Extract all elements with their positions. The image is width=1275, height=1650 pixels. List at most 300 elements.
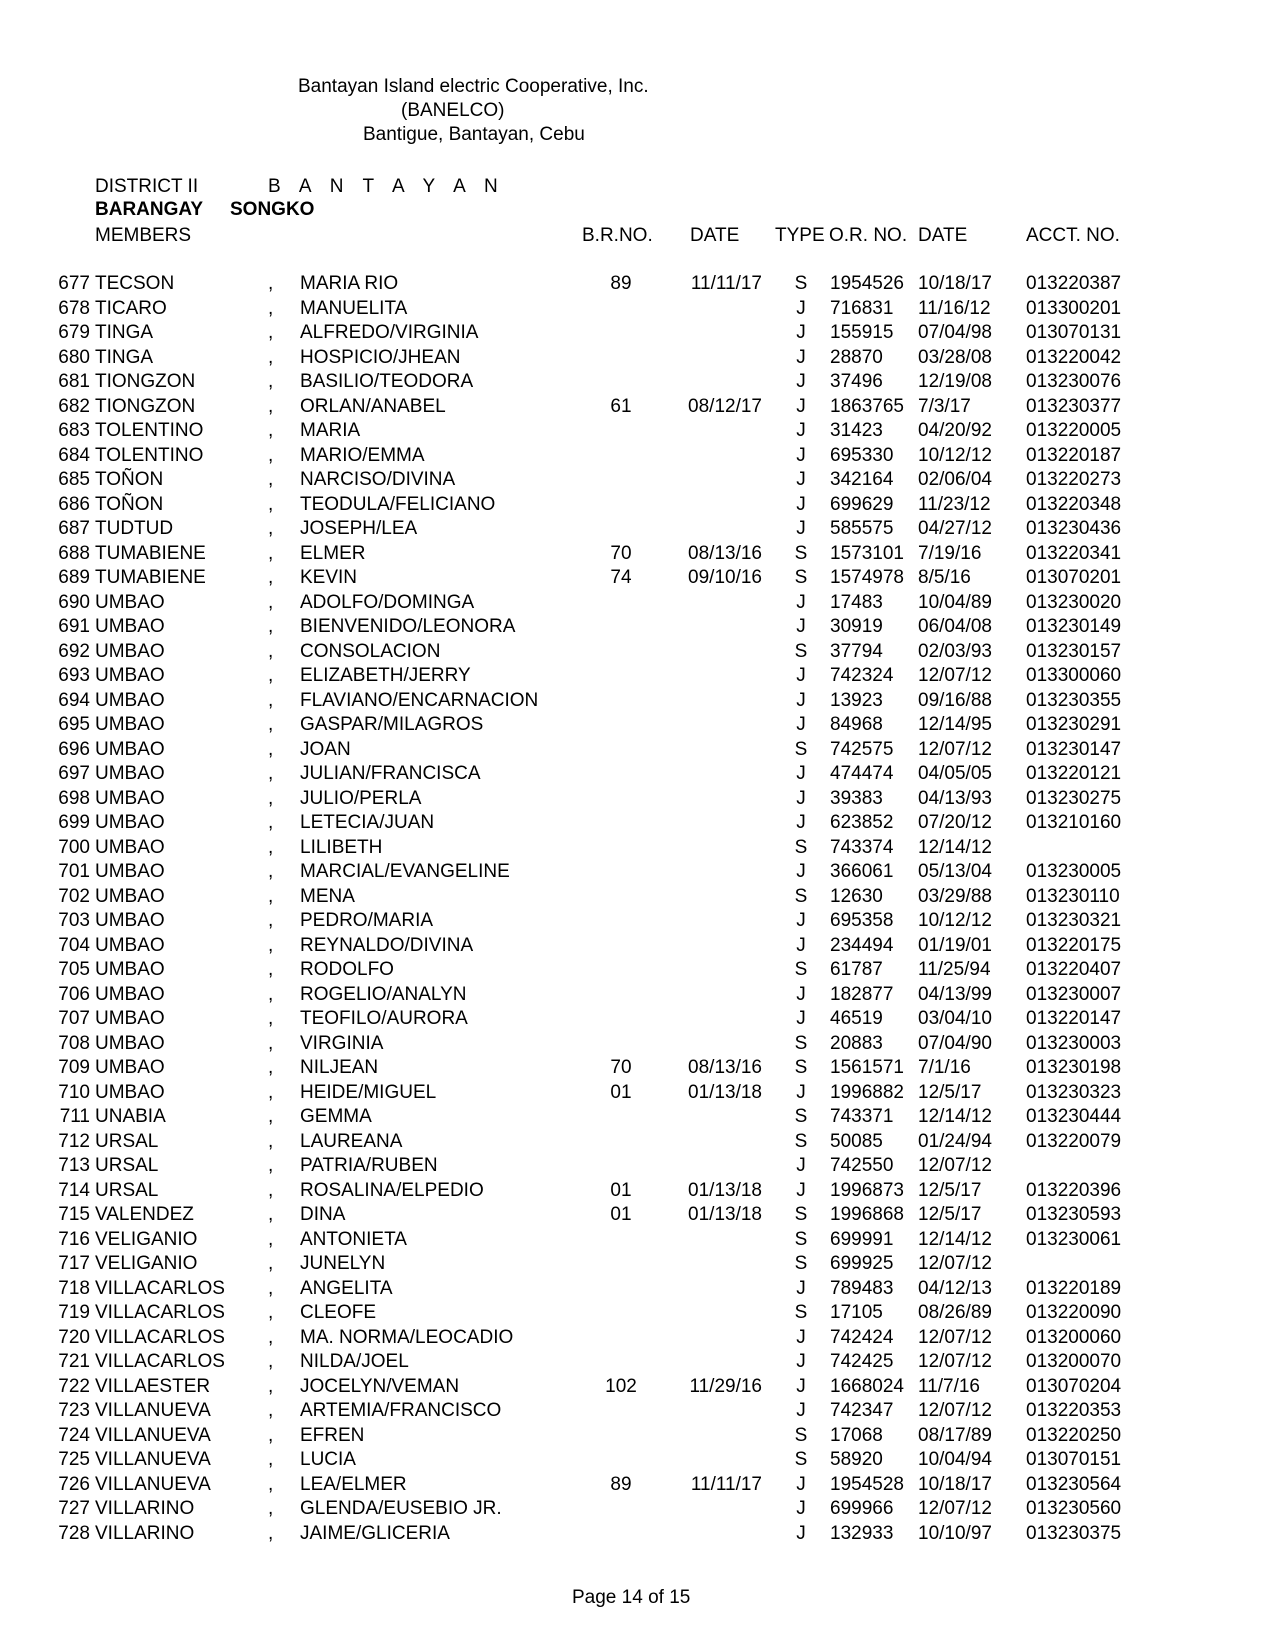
or-number: 13923 (830, 689, 883, 711)
barangay-label: BARANGAY (95, 199, 204, 220)
first-name: LEA/ELMER (300, 1473, 407, 1495)
first-name: JOSEPH/LEA (300, 518, 418, 539)
last-name: UMBAO (95, 616, 165, 637)
last-name: UMBAO (95, 959, 165, 980)
first-name: PEDRO/MARIA (300, 910, 434, 931)
member-type: S (794, 959, 808, 980)
account-number: 013220353 (1026, 1400, 1122, 1421)
or-date: 03/28/08 (918, 346, 992, 368)
or-number: 17483 (830, 591, 883, 613)
name-separator: , (268, 1081, 274, 1103)
member-type: J (796, 1473, 806, 1495)
last-name: UMBAO (95, 983, 165, 1005)
or-date: 02/03/93 (918, 640, 992, 662)
name-separator: , (268, 395, 274, 417)
name-separator: , (268, 640, 274, 662)
table-row (0, 983, 1275, 1008)
first-name: GEMMA (300, 1106, 372, 1127)
table-row (0, 1130, 1275, 1155)
account-number: 013230003 (1026, 1032, 1122, 1054)
last-name: UMBAO (95, 1032, 165, 1054)
name-separator: , (268, 689, 274, 711)
row-number: 699 (58, 812, 90, 833)
member-type: J (796, 861, 806, 882)
account-number: 013220387 (1026, 273, 1122, 294)
member-type: S (794, 1253, 808, 1274)
member-type: S (794, 1424, 808, 1446)
or-number: 30919 (830, 616, 883, 637)
row-number: 681 (58, 371, 90, 392)
or-date: 04/05/05 (918, 763, 992, 784)
last-name: UMBAO (95, 640, 165, 662)
account-number: 013230323 (1026, 1081, 1122, 1103)
or-number: 28870 (830, 346, 883, 368)
table-row (0, 885, 1275, 910)
name-separator: , (268, 346, 274, 368)
table-row (0, 517, 1275, 542)
table-row (0, 566, 1275, 591)
last-name: VALENDEZ (95, 1204, 194, 1225)
last-name: UMBAO (95, 836, 165, 858)
last-name: TICARO (95, 297, 167, 319)
row-number: 695 (58, 714, 90, 735)
last-name: VELIGANIO (95, 1228, 198, 1250)
name-separator: , (268, 542, 274, 564)
name-separator: , (268, 297, 274, 319)
name-separator: , (268, 1277, 274, 1299)
or-number: 699925 (830, 1253, 894, 1274)
or-date: 04/20/92 (918, 420, 992, 441)
or-date: 02/06/04 (918, 469, 992, 490)
br-number: 01 (610, 1179, 632, 1201)
account-number: 013220079 (1026, 1130, 1122, 1152)
name-separator: , (268, 959, 274, 980)
br-number: 70 (610, 542, 632, 564)
or-date: 12/07/12 (918, 1253, 992, 1274)
last-name: VILLANUEVA (95, 1449, 211, 1470)
name-separator: , (268, 1032, 274, 1054)
account-number: 013220348 (1026, 493, 1122, 515)
account-number: 013230291 (1026, 714, 1122, 735)
member-type: J (796, 910, 806, 931)
name-separator: , (268, 1449, 274, 1470)
table-row (0, 934, 1275, 959)
member-type: J (796, 1522, 806, 1544)
member-type: J (796, 1400, 806, 1421)
account-number: 013300060 (1026, 665, 1122, 686)
or-number: 12630 (830, 885, 883, 907)
last-name: TINGA (95, 322, 154, 343)
or-date: 12/07/12 (918, 1155, 992, 1176)
first-name: NARCISO/DIVINA (300, 469, 456, 490)
member-type: J (796, 1008, 806, 1029)
or-number: 366061 (830, 861, 894, 882)
row-number: 679 (58, 322, 90, 343)
or-date: 09/16/88 (918, 689, 992, 711)
or-number: 1954528 (830, 1473, 904, 1495)
row-number: 693 (58, 665, 90, 686)
last-name: VILLARINO (95, 1498, 195, 1519)
first-name: HOSPICIO/JHEAN (300, 346, 461, 368)
row-number: 709 (58, 1057, 90, 1078)
or-number: 46519 (830, 1008, 883, 1029)
or-number: 742347 (830, 1400, 894, 1421)
account-number: 013200070 (1026, 1351, 1122, 1372)
row-number: 722 (58, 1375, 90, 1397)
name-separator: , (268, 273, 274, 294)
row-number: 707 (58, 1008, 90, 1029)
name-separator: , (268, 420, 274, 441)
or-number: 695330 (830, 444, 894, 466)
name-separator: , (268, 1424, 274, 1446)
table-row (0, 1154, 1275, 1179)
or-number: 699991 (830, 1228, 894, 1250)
br-date: 08/13/16 (688, 542, 762, 564)
table-row (0, 664, 1275, 689)
name-separator: , (268, 1057, 274, 1078)
row-number: 715 (58, 1204, 90, 1225)
account-number: 013230593 (1026, 1204, 1122, 1225)
last-name: UMBAO (95, 738, 165, 760)
or-date: 04/13/99 (918, 983, 992, 1005)
last-name: TUMABIENE (95, 567, 206, 588)
name-separator: , (268, 469, 274, 490)
row-number: 690 (58, 591, 90, 613)
name-separator: , (268, 1228, 274, 1250)
table-row (0, 1424, 1275, 1449)
or-date: 11/16/12 (918, 297, 991, 319)
first-name: GLENDA/EUSEBIO JR. (300, 1498, 502, 1519)
name-separator: , (268, 983, 274, 1005)
last-name: TUDTUD (95, 518, 174, 539)
name-separator: , (268, 1204, 274, 1225)
row-number: 678 (58, 297, 90, 319)
br-date: 01/13/18 (688, 1179, 762, 1201)
member-type: J (796, 934, 806, 956)
name-separator: , (268, 1522, 274, 1544)
table-row (0, 1203, 1275, 1228)
member-type: J (796, 346, 806, 368)
account-number: 013230147 (1026, 738, 1122, 760)
row-number: 691 (58, 616, 90, 637)
member-type: J (796, 763, 806, 784)
member-type: J (796, 297, 806, 319)
br-date: 11/11/17 (690, 273, 762, 294)
or-number: 695358 (830, 910, 894, 931)
name-separator: , (268, 910, 274, 931)
or-date: 12/14/12 (918, 836, 992, 858)
member-type: J (796, 1351, 806, 1372)
or-date: 04/12/13 (918, 1277, 992, 1299)
first-name: ELIZABETH/JERRY (300, 665, 471, 686)
last-name: URSAL (95, 1130, 159, 1152)
row-number: 696 (58, 738, 90, 760)
name-separator: , (268, 1179, 274, 1201)
account-number: 013230375 (1026, 1522, 1122, 1544)
or-date: 07/04/98 (918, 322, 992, 343)
row-number: 727 (58, 1498, 90, 1519)
or-number: 37496 (830, 371, 883, 392)
br-date: 11/11/17 (690, 1473, 762, 1495)
account-number: 013220005 (1026, 420, 1122, 441)
table-row (0, 1179, 1275, 1204)
table-row (0, 762, 1275, 787)
first-name: ORLAN/ANABEL (300, 395, 446, 417)
row-number: 721 (58, 1351, 90, 1372)
col-or-no: O.R. NO. (829, 225, 908, 246)
or-number: 234494 (830, 934, 894, 956)
account-number: 013220189 (1026, 1277, 1122, 1299)
name-separator: , (268, 1008, 274, 1029)
table-row (0, 1326, 1275, 1351)
row-number: 711 (59, 1106, 90, 1127)
account-number: 013220396 (1026, 1179, 1122, 1201)
name-separator: , (268, 787, 274, 809)
first-name: ALFREDO/VIRGINIA (300, 322, 479, 343)
row-number: 677 (58, 273, 90, 294)
row-number: 725 (58, 1449, 90, 1470)
or-number: 1573101 (830, 542, 904, 564)
name-separator: , (268, 567, 274, 588)
name-separator: , (268, 763, 274, 784)
row-number: 717 (58, 1253, 90, 1274)
or-date: 07/04/90 (918, 1032, 992, 1054)
or-number: 84968 (830, 714, 883, 735)
last-name: TOÑON (95, 469, 164, 490)
member-type: J (796, 1179, 806, 1201)
row-number: 680 (58, 346, 90, 368)
row-number: 708 (58, 1032, 90, 1054)
account-number: 013230321 (1026, 910, 1122, 931)
member-type: S (794, 567, 808, 588)
table-row (0, 346, 1275, 371)
member-type: J (796, 1277, 806, 1299)
first-name: ELMER (300, 542, 366, 564)
row-number: 712 (58, 1130, 90, 1152)
row-number: 726 (58, 1473, 90, 1495)
table-row (0, 542, 1275, 567)
name-separator: , (268, 1302, 274, 1323)
or-number: 1668024 (830, 1375, 904, 1397)
or-date: 08/26/89 (918, 1302, 992, 1323)
or-date: 7/1/16 (918, 1057, 971, 1078)
or-date: 01/24/94 (918, 1130, 992, 1152)
first-name: ROSALINA/ELPEDIO (300, 1179, 484, 1201)
or-number: 1561571 (830, 1057, 904, 1078)
first-name: ADOLFO/DOMINGA (300, 591, 475, 613)
last-name: UMBAO (95, 1008, 165, 1029)
col-or-date: DATE (918, 225, 968, 246)
member-type: S (794, 1057, 808, 1078)
name-separator: , (268, 665, 274, 686)
member-table (0, 272, 1275, 1546)
member-type: S (794, 1228, 808, 1250)
br-date: 01/13/18 (688, 1204, 762, 1225)
name-separator: , (268, 1498, 274, 1519)
member-type: J (796, 714, 806, 735)
member-type: S (794, 542, 808, 564)
name-separator: , (268, 371, 274, 392)
row-number: 682 (58, 395, 90, 417)
account-number: 013220175 (1026, 934, 1122, 956)
last-name: UMBAO (95, 910, 165, 931)
name-separator: , (268, 812, 274, 833)
barangay-name: SONGKO (230, 199, 315, 220)
last-name: VILLANUEVA (95, 1424, 211, 1446)
org-name: Bantayan Island electric Cooperative, Inc. (298, 76, 649, 97)
last-name: VELIGANIO (95, 1253, 198, 1274)
or-number: 31423 (830, 420, 883, 441)
name-separator: , (268, 1351, 274, 1372)
member-type: J (796, 591, 806, 613)
or-number: 182877 (830, 983, 894, 1005)
row-number: 713 (58, 1155, 90, 1176)
account-number: 013220273 (1026, 469, 1122, 490)
or-number: 50085 (830, 1130, 883, 1152)
name-separator: , (268, 1106, 274, 1127)
or-number: 699629 (830, 493, 894, 515)
br-number: 70 (610, 1057, 632, 1078)
col-acct-no: ACCT. NO. (1026, 225, 1120, 246)
col-members: MEMBERS (95, 225, 192, 246)
or-date: 12/07/12 (918, 1400, 992, 1421)
first-name: JOCELYN/VEMAN (300, 1375, 460, 1397)
or-date: 08/17/89 (918, 1424, 992, 1446)
table-row (0, 1399, 1275, 1424)
org-address: Bantigue, Bantayan, Cebu (363, 124, 585, 145)
first-name: JOAN (300, 738, 351, 760)
last-name: UMBAO (95, 1081, 165, 1103)
table-row (0, 909, 1275, 934)
member-type: S (794, 273, 808, 294)
member-type: S (794, 1106, 808, 1127)
or-number: 789483 (830, 1277, 894, 1299)
account-number: 013230436 (1026, 518, 1122, 539)
or-date: 07/20/12 (918, 812, 992, 833)
table-row (0, 860, 1275, 885)
table-row (0, 493, 1275, 518)
account-number: 013070131 (1026, 322, 1122, 343)
or-date: 12/14/12 (918, 1106, 992, 1127)
or-number: 155915 (830, 322, 894, 343)
row-number: 702 (58, 885, 90, 907)
table-row (0, 787, 1275, 812)
or-number: 61787 (830, 959, 883, 980)
or-date: 10/12/12 (918, 910, 992, 931)
row-number: 705 (58, 959, 90, 980)
row-number: 698 (58, 787, 90, 809)
or-date: 06/04/08 (918, 616, 992, 637)
or-number: 1996873 (830, 1179, 904, 1201)
account-number: 013070151 (1026, 1449, 1122, 1470)
or-number: 585575 (830, 518, 894, 539)
first-name: JULIAN/FRANCISCA (300, 763, 481, 784)
name-separator: , (268, 861, 274, 882)
member-type: J (796, 665, 806, 686)
table-row (0, 1448, 1275, 1473)
member-type: J (796, 371, 806, 392)
account-number: 013070201 (1026, 567, 1122, 588)
page-number: Page 14 of 15 (572, 1587, 691, 1608)
or-date: 10/04/94 (918, 1449, 992, 1470)
first-name: ANTONIETA (300, 1228, 407, 1250)
last-name: UMBAO (95, 934, 165, 956)
table-row (0, 713, 1275, 738)
member-type: J (796, 469, 806, 490)
last-name: TIONGZON (95, 395, 196, 417)
first-name: NILDA/JOEL (300, 1351, 409, 1372)
account-number: 013230275 (1026, 787, 1122, 809)
table-row (0, 1105, 1275, 1130)
first-name: MARCIAL/EVANGELINE (300, 861, 510, 882)
member-type: J (796, 444, 806, 466)
name-separator: , (268, 591, 274, 613)
first-name: MARIA RIO (300, 273, 399, 294)
row-number: 724 (58, 1424, 90, 1446)
last-name: VILLACARLOS (95, 1277, 225, 1299)
row-number: 716 (58, 1228, 90, 1250)
row-number: 710 (58, 1081, 90, 1103)
br-date: 11/29/16 (689, 1375, 762, 1397)
district-name: B A N T A Y A N (268, 176, 505, 197)
first-name: LETECIA/JUAN (300, 812, 435, 833)
account-number: 013070204 (1026, 1375, 1122, 1397)
first-name: NILJEAN (300, 1057, 379, 1078)
last-name: URSAL (95, 1179, 159, 1201)
name-separator: , (268, 1473, 274, 1495)
account-number: 013230198 (1026, 1057, 1122, 1078)
row-number: 704 (58, 934, 90, 956)
or-date: 7/3/17 (918, 395, 971, 417)
last-name: VILLACARLOS (95, 1351, 225, 1372)
br-number: 74 (610, 567, 632, 588)
or-number: 742324 (830, 665, 894, 686)
row-number: 703 (58, 910, 90, 931)
name-separator: , (268, 1155, 274, 1176)
member-type: J (796, 518, 806, 539)
row-number: 685 (58, 469, 90, 490)
name-separator: , (268, 1400, 274, 1421)
or-date: 10/18/17 (918, 273, 992, 294)
table-row (0, 1497, 1275, 1522)
or-date: 12/19/08 (918, 371, 992, 392)
name-separator: , (268, 518, 274, 539)
account-number: 013210160 (1026, 812, 1122, 833)
last-name: VILLACARLOS (95, 1302, 225, 1323)
or-number: 474474 (830, 763, 894, 784)
or-date: 11/23/12 (918, 493, 991, 515)
last-name: TUMABIENE (95, 542, 206, 564)
first-name: BIENVENIDO/LEONORA (300, 616, 516, 637)
org-abbrev: (BANELCO) (401, 100, 505, 121)
first-name: TEODULA/FELICIANO (300, 493, 496, 515)
account-number: 013220187 (1026, 444, 1122, 466)
name-separator: , (268, 934, 274, 956)
row-number: 700 (58, 836, 90, 858)
last-name: VILLARINO (95, 1522, 195, 1544)
or-number: 1863765 (830, 395, 904, 417)
or-date: 04/13/93 (918, 787, 992, 809)
or-number: 743374 (830, 836, 894, 858)
or-number: 37794 (830, 640, 883, 662)
or-date: 12/07/12 (918, 1498, 992, 1519)
br-number: 01 (610, 1081, 632, 1103)
table-row (0, 321, 1275, 346)
table-row (0, 1301, 1275, 1326)
name-separator: , (268, 1375, 274, 1397)
account-number: 013230110 (1026, 885, 1120, 907)
first-name: REYNALDO/DIVINA (300, 934, 474, 956)
